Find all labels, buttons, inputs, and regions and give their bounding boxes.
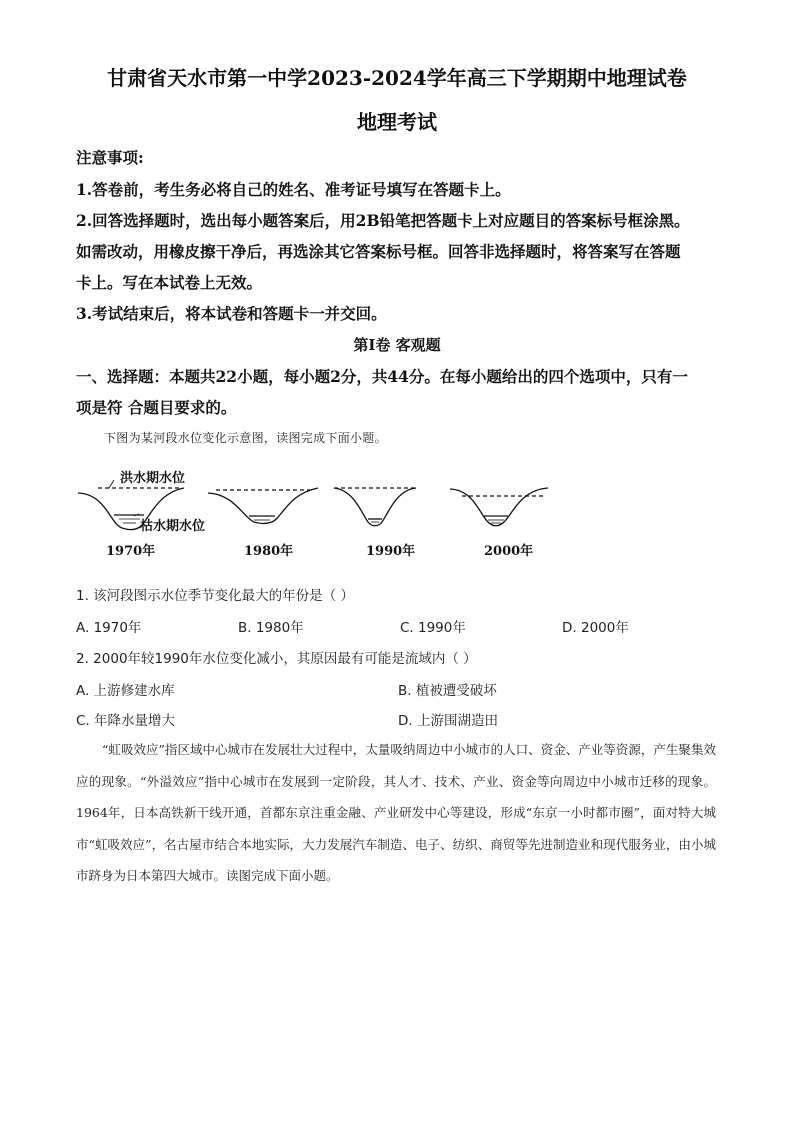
question-1-stem: 1. 该河段图示水位季节变化最大的年份是（ ） — [76, 588, 354, 604]
question-2-option-c: C. 年降水量增大 — [76, 713, 176, 729]
question-1-option-d: D. 2000年 — [562, 620, 629, 636]
cross-section-2000 — [450, 488, 548, 526]
section-instruction-line-2: 项是符 合题目要求的。 — [76, 398, 237, 417]
page-title: 甘肃省天水市第一中学2023-2024学年高三下学期期中地理试卷 — [107, 66, 687, 90]
question-2-option-a: A. 上游修建水库 — [76, 683, 175, 699]
note-item-2-line-3: 卡上。写在本试卷上无效。 — [76, 273, 263, 292]
cross-section-1980 — [208, 488, 318, 524]
year-label-1970: 1970年 — [106, 544, 156, 559]
section-title: 第Ⅰ卷 客观题 — [353, 336, 441, 354]
question-2-stem: 2. 2000年较1990年水位变化减小，其原因最有可能是流域内（ ） — [76, 651, 477, 667]
year-label-2000: 2000年 — [484, 544, 534, 559]
section-instruction-line-1: 一、选择题：本题共22小题，每小题2分，共44分。在每小题给出的四个选项中，只有一 — [76, 367, 688, 386]
notes-heading: 注意事项: — [76, 148, 144, 167]
page-subtitle: 地理考试 — [357, 110, 437, 134]
year-label-1990: 1990年 — [366, 544, 416, 559]
question-1-option-c: C. 1990年 — [400, 620, 466, 636]
flood-level-label: 洪水期水位 — [120, 471, 186, 486]
question-2-option-b: B. 植被遭受破坏 — [398, 683, 497, 699]
question-2-option-d: D. 上游围湖造田 — [398, 713, 498, 729]
dry-level-label: 枯水期水位 — [140, 519, 206, 534]
year-label-1980: 1980年 — [244, 544, 294, 559]
note-item-2-line-2: 如需改动，用橡皮擦干净后，再选涂其它答案标号框。回答非选择题时，将答案写在答题 — [76, 242, 681, 261]
note-item-3: 3.考试结束后，将本试卷和答题卡一并交回。 — [76, 304, 387, 323]
passage-text: “虹吸效应”指区域中心城市在发展壮大过程中，太量吸纳周边中小城市的人口、资金、产业等资源，产生聚集效应的现象。“外溢效应”指中心城市在发展到一定阶段，其人才、技术、产业、资金等向周边中小城市迁移的现象。1964年，日本高铁新干线开通，首都东京注重金融、产业研发中心等建设，形成“东京一小时都市圈”，面对特大城市“虹吸效应”，名古屋市结合本地实际，大力发展汽车制造、电子、纺织、商贸等先进制造业和现代服务业，由小城市跻身为日本第四大城市。读图完成下面小题。 — [76, 742, 716, 883]
question-1-option-b: B. 1980年 — [238, 620, 304, 636]
cross-section-1990 — [334, 488, 416, 526]
question-1-option-a: A. 1970年 — [76, 620, 142, 636]
note-item-1: 1.答卷前，考生务必将自己的姓名、准考证号填写在答题卡上。 — [76, 180, 511, 199]
figure-intro: 下图为某河段水位变化示意图，读图完成下面小题。 — [104, 431, 387, 445]
note-item-2-line-1: 2.回答选择题时，选出每小题答案后，用2B铅笔把答题卡上对应题目的答案标号框涂黑。 — [76, 211, 690, 230]
